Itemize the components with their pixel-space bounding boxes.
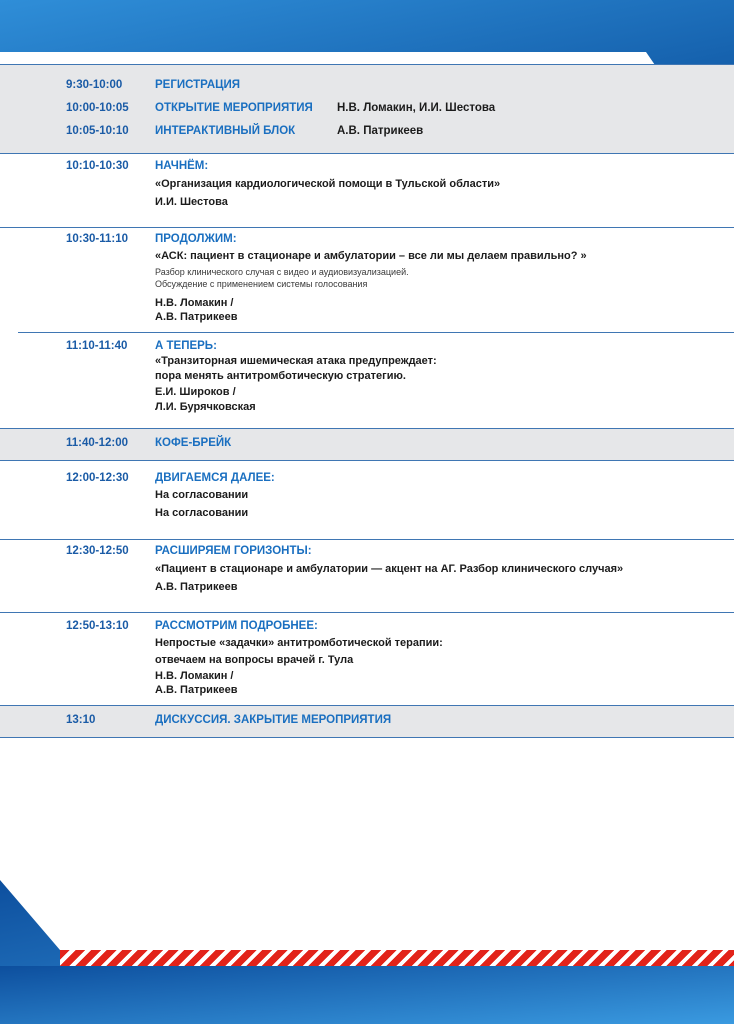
item-title: РАССМОТРИМ ПОДРОБНЕЕ:: [155, 620, 318, 632]
item-title: ПРОДОЛЖИМ:: [155, 233, 237, 245]
item-title: ОТКРЫТИЕ МЕРОПРИЯТИЯ: [155, 102, 313, 114]
item-note: Обсуждение с применением системы голосования: [155, 279, 368, 289]
item-title: ИНТЕРАКТИВНЫЙ БЛОК: [155, 125, 296, 137]
separator: [0, 539, 734, 540]
item-line: отвечаем на вопросы врачей г. Тула: [155, 654, 354, 666]
item-title: НАЧНЁМ:: [155, 160, 209, 172]
separator: [18, 332, 734, 333]
item-time: 11:40-12:00: [66, 437, 129, 449]
item-speaker-line: Н.В. Ломакин /: [155, 670, 234, 682]
separator: [0, 705, 734, 706]
separator: [0, 153, 734, 154]
item-time: 12:50-13:10: [66, 620, 129, 632]
item-speaker-line: А.В. Патрикеев: [155, 311, 238, 323]
separator: [0, 227, 734, 228]
item-speakers: Н.В. Ломакин, И.И. Шестова: [337, 102, 496, 114]
red-stripe-band: [60, 950, 734, 966]
item-line: «Организация кардиологической помощи в Тульской области»: [155, 178, 501, 190]
item-title: ДВИГАЕМСЯ ДАЛЕЕ:: [155, 472, 275, 484]
item-speaker-line: Е.И. Широков /: [155, 386, 236, 398]
item-speaker-line: А.В. Патрикеев: [155, 581, 238, 593]
item-title: ДИСКУССИЯ. ЗАКРЫТИЕ МЕРОПРИЯТИЯ: [155, 714, 392, 726]
item-title: А ТЕПЕРЬ:: [155, 340, 217, 352]
item-speaker-line: Л.И. Бурячковская: [155, 401, 256, 413]
item-line: Непростые «задачки» антитромботической терапии:: [155, 637, 443, 649]
item-speakers: А.В. Патрикеев: [337, 125, 424, 137]
item-line: «АСК: пациент в стационаре и амбулатории – все ли мы делаем правильно? »: [155, 250, 587, 262]
item-time: 10:30-11:10: [66, 233, 129, 245]
item-speaker-line: Н.В. Ломакин /: [155, 297, 234, 309]
separator: [0, 612, 734, 613]
separator: [0, 428, 734, 429]
item-time: 10:10-10:30: [66, 160, 129, 172]
item-title: КОФЕ-БРЕЙК: [155, 437, 232, 449]
item-line: «Пациент в стационаре и амбулатории — акцент на АГ. Разбор клинического случая»: [155, 563, 624, 575]
item-time: 11:10-11:40: [66, 340, 128, 352]
item-note: Разбор клинического случая с видео и аудиовизуализацией.: [155, 267, 409, 277]
item-line: пора менять антитромботическую стратегию.: [155, 370, 406, 382]
separator: [0, 737, 734, 738]
item-title: РЕГИСТРАЦИЯ: [155, 79, 241, 91]
separator: [0, 460, 734, 461]
item-speaker-line: И.И. Шестова: [155, 196, 228, 208]
item-title: РАСШИРЯЕМ ГОРИЗОНТЫ:: [155, 545, 312, 557]
item-time: 10:05-10:10: [66, 125, 129, 137]
bottom-right-band: [0, 966, 734, 1024]
separator: [0, 64, 734, 65]
item-line: На согласовании: [155, 507, 249, 519]
item-time: 12:00-12:30: [66, 472, 129, 484]
item-time: 10:00-10:05: [66, 102, 129, 114]
item-line: На согласовании: [155, 489, 249, 501]
item-time: 9:30-10:00: [66, 79, 123, 91]
item-line: «Транзиторная ишемическая атака предупреждает:: [155, 355, 437, 367]
item-time: 12:30-12:50: [66, 545, 129, 557]
item-time: 13:10: [66, 714, 96, 726]
item-speaker-line: А.В. Патрикеев: [155, 684, 238, 696]
